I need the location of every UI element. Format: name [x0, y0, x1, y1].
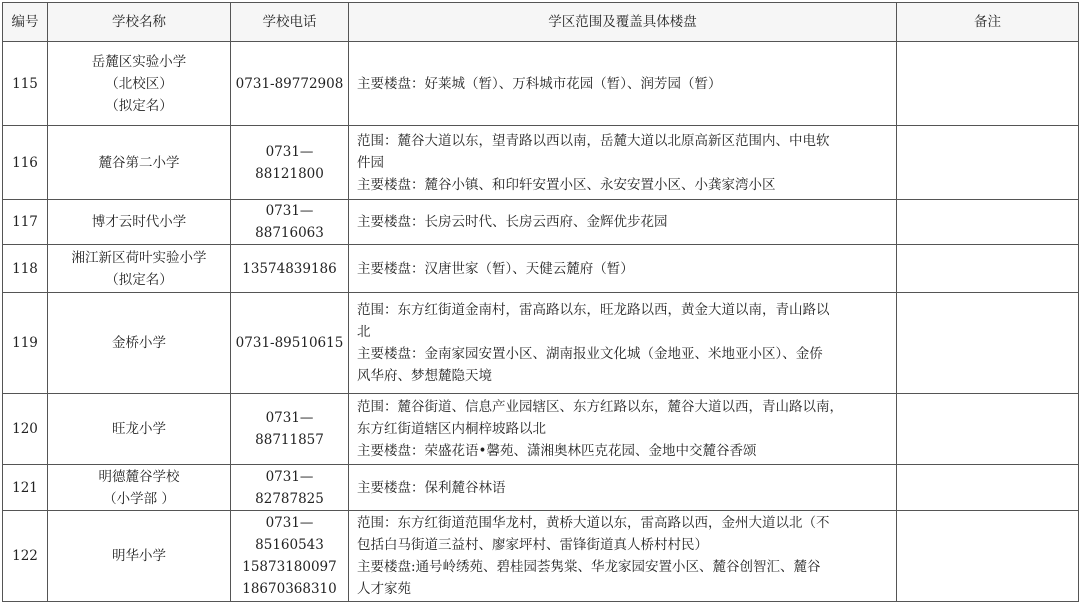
- school-name: [48, 42, 231, 126]
- school-phone-line: 0731—85160543: [255, 515, 324, 553]
- district-scope-line: 包括白马街道三益村、廖家坪村、雷锋街道真人桥村村民）: [357, 537, 708, 553]
- school-name: [48, 394, 231, 465]
- district-scope-line: 主要楼盘：汉唐世家（暂）、天健云麓府（暂）: [357, 260, 634, 277]
- school-phone-line: 0731—88121800: [255, 143, 324, 182]
- school-phone: [231, 511, 349, 602]
- school-phone: [231, 293, 349, 394]
- school-phone-line: 0731—82787825: [255, 468, 324, 507]
- table-row: [3, 42, 1079, 126]
- school-phone: [231, 200, 349, 245]
- row-number: 122: [3, 511, 48, 602]
- school-name-line: （拟定名）: [105, 97, 173, 114]
- school-name: [48, 200, 231, 245]
- table-row: [3, 511, 1079, 602]
- district-scope: [349, 245, 897, 293]
- school-name-line: 明华小学: [112, 548, 166, 564]
- school-name-line: 湘江新区荷叶实验小学: [71, 249, 207, 266]
- school-phone-line: 0731-89772908: [235, 75, 344, 92]
- row-number: 115: [3, 42, 48, 126]
- district-scope-line: 主要楼盘：金南家园安置小区、湖南报业文化城（金地亚、米地亚小区）、金侨: [357, 346, 823, 362]
- header-number: 编号: [3, 3, 48, 42]
- header-school-phone: 学校电话: [231, 3, 349, 42]
- district-scope-line: 主要楼盘:通号岭绣苑、碧桂园荟隽棠、华龙家园安置小区、麓谷创智汇、麓谷: [357, 559, 821, 575]
- school-name-line: 金桥小学: [112, 335, 166, 351]
- district-scope-line: 东方红街道辖区内桐梓坡路以北: [357, 421, 546, 437]
- remarks: [897, 394, 1079, 465]
- school-phone-line: 13574839186: [242, 260, 337, 277]
- remarks: [897, 511, 1079, 602]
- remarks: [897, 42, 1079, 126]
- district-scope: [349, 394, 897, 465]
- school-name-line: （拟定名）: [105, 271, 173, 288]
- school-name-line: 麓谷第二小学: [98, 154, 180, 171]
- header-district-scope: 学区范围及覆盖具体楼盘: [349, 3, 897, 42]
- table-row: [3, 200, 1079, 245]
- district-scope: [349, 200, 897, 245]
- row-number: 117: [3, 200, 48, 245]
- district-scope-line: 范围：麓谷街道、信息产业园辖区、东方红路以东，麓谷大道以西，青山路以南，: [357, 399, 843, 415]
- school-phone-line: 0731—88711857: [255, 410, 324, 448]
- row-number: 118: [3, 245, 48, 293]
- school-name: [48, 245, 231, 293]
- header-remarks: 备注: [897, 3, 1079, 42]
- row-number: 121: [3, 465, 48, 511]
- header-row: [3, 3, 1079, 42]
- district-scope-line: 主要楼盘：好莱城（暂）、万科城市花园（暂）、润芳园（暂）: [357, 75, 722, 92]
- school-name-line: 旺龙小学: [112, 421, 166, 437]
- row-number: 116: [3, 126, 48, 200]
- district-scope-line: 件园: [357, 154, 384, 171]
- table-row: [3, 293, 1079, 394]
- district-scope-line: 北: [357, 324, 371, 340]
- school-district-table: [2, 2, 1079, 602]
- remarks: [897, 465, 1079, 511]
- school-name-line: 博才云时代小学: [91, 214, 187, 230]
- remarks: [897, 245, 1079, 293]
- school-phone: [231, 126, 349, 200]
- school-phone: [231, 42, 349, 126]
- district-scope: [349, 293, 897, 394]
- school-name: [48, 511, 231, 602]
- row-number: 120: [3, 394, 48, 465]
- district-scope-line: 范围：东方红街道范围华龙村，黄桥大道以东，雷高路以西，金州大道以北（不: [357, 515, 830, 531]
- remarks: [897, 126, 1079, 200]
- school-name-line: （小学部 ）: [103, 490, 175, 507]
- district-scope-line: 主要楼盘：长房云时代、长房云西府、金辉优步花园: [357, 214, 668, 230]
- school-phone: [231, 465, 349, 511]
- school-phone: [231, 245, 349, 293]
- remarks: [897, 200, 1079, 245]
- school-name-line: （北校区）: [105, 75, 173, 92]
- table-body: [3, 42, 1079, 602]
- header-school-name: 学校名称: [48, 3, 231, 42]
- district-scope-line: 风华府、梦想麓隐天境: [357, 368, 492, 384]
- school-phone-line: 0731—88716063: [255, 203, 324, 241]
- table-row: [3, 465, 1079, 511]
- school-name: [48, 293, 231, 394]
- district-scope: [349, 465, 897, 511]
- table-row: [3, 394, 1079, 465]
- school-name-line: 岳麓区实验小学: [91, 53, 187, 70]
- remarks: [897, 293, 1079, 394]
- district-scope-line: 主要楼盘：荣盛花语•馨苑、潇湘奥林匹克花园、金地中交麓谷香颂: [357, 443, 757, 459]
- row-number: 119: [3, 293, 48, 394]
- table-row: [3, 126, 1079, 200]
- district-scope: [349, 126, 897, 200]
- district-scope-line: 人才家苑: [357, 581, 411, 597]
- district-scope-line: 范围：东方红街道金南村，雷高路以东，旺龙路以西，黄金大道以南，青山路以: [357, 302, 830, 318]
- school-name-line: 明德麓谷学校: [98, 468, 180, 485]
- district-scope: [349, 511, 897, 602]
- school-phone-line: 15873180097: [242, 559, 337, 575]
- school-phone: [231, 394, 349, 465]
- school-name: [48, 465, 231, 511]
- district-scope-line: 主要楼盘：麓谷小镇、和印轩安置小区、永安安置小区、小龚家湾小区: [357, 176, 776, 193]
- district-scope-line: 主要楼盘：保利麓谷林语: [357, 479, 506, 496]
- district-scope-line: 范围：麓谷大道以东，望青路以西以南，岳麓大道以北原高新区范围内、中电软: [357, 132, 830, 149]
- school-name: [48, 126, 231, 200]
- school-phone-line: 18670368310: [242, 581, 337, 597]
- school-phone-line: 0731-89510615: [235, 335, 344, 351]
- district-scope: [349, 42, 897, 126]
- table-row: [3, 245, 1079, 293]
